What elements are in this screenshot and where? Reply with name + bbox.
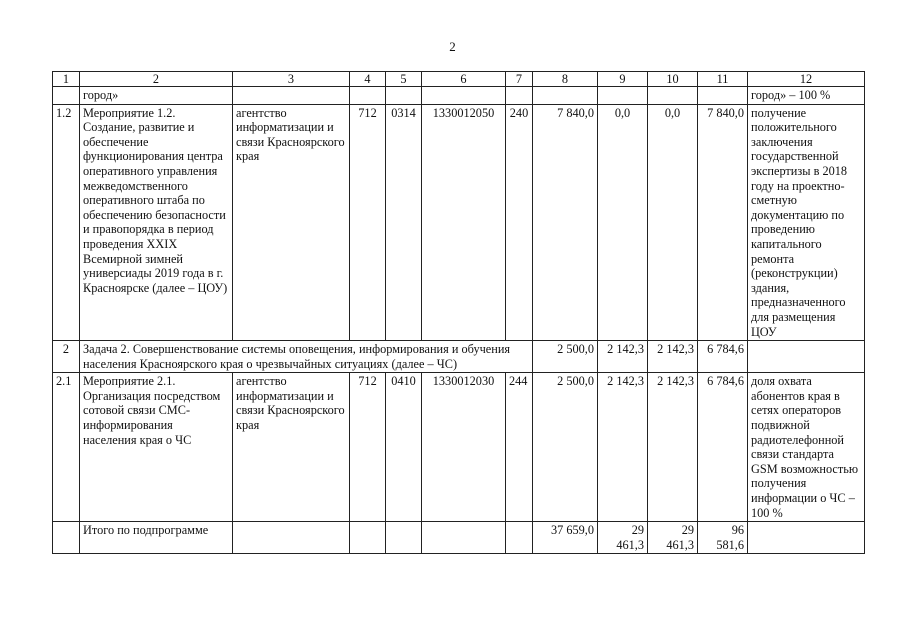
table-cell: 1330012030: [422, 373, 506, 522]
measure-name: Мероприятие 1.2. Создание, развитие и обеспечение функционирования центра оперативного управления межведомственного оперативного штаба по обеспечению безопасности и правопорядка в период проведения XXIX Всемирной зимней универсиады 2019 года в г. Красноярске (далее – ЦОУ): [80, 104, 233, 341]
header-cell: 4: [350, 72, 386, 87]
result-cell: доля охвата абонентов края в сетях операторов подвижной радиотелефонной связи стандарта GSM возможностью получения информации о ЧС – 100 %: [748, 373, 865, 522]
total-cell: 29 461,3: [598, 522, 648, 554]
table-cell: город» – 100 %: [748, 87, 865, 105]
task-name: Задача 2. Совершенствование системы оповещения, информирования и обучения населения Красноярского края о чрезвычайных ситуациях (далее – ЧС): [80, 341, 533, 373]
table-cell: 2 142,3: [598, 341, 648, 373]
total-row: [53, 522, 865, 554]
page-number: 2: [449, 39, 456, 54]
total-label: Итого по подпрограмме: [80, 522, 233, 554]
header-cell: 10: [648, 72, 698, 87]
table-cell: 2 500,0: [533, 373, 598, 522]
table-cell: 712: [350, 104, 386, 341]
header-cell: 8: [533, 72, 598, 87]
executor: агентство информатизации и связи Красноярского края: [233, 104, 350, 341]
table-cell: 712: [350, 373, 386, 522]
header-cell: 12: [748, 72, 865, 87]
table-cell: город»: [80, 87, 233, 105]
header-cell: 1: [53, 72, 80, 87]
table-row: [53, 341, 865, 373]
table-cell: 0,0: [598, 104, 648, 341]
table-cell: 2 142,3: [648, 373, 698, 522]
table-cell: 2 142,3: [648, 341, 698, 373]
total-cell: 37 659,0: [533, 522, 598, 554]
table-cell: 244: [506, 373, 533, 522]
table-cell: 6 784,6: [698, 341, 748, 373]
table-cell: 7 840,0: [698, 104, 748, 341]
table-row: [53, 373, 865, 522]
continuation-row: [53, 87, 865, 105]
table-cell: 240: [506, 104, 533, 341]
table-cell: 1330012050: [422, 104, 506, 341]
row-number: 2.1: [53, 373, 80, 522]
header-cell: 6: [422, 72, 506, 87]
measure-name: Мероприятие 2.1. Организация посредством сотовой связи СМС-информирования населения края о ЧС: [80, 373, 233, 522]
table-row: [53, 104, 865, 341]
table-cell: 0410: [386, 373, 422, 522]
header-cell: 2: [80, 72, 233, 87]
header-row: [53, 72, 865, 87]
header-cell: 5: [386, 72, 422, 87]
header-cell: 7: [506, 72, 533, 87]
header-cell: 3: [233, 72, 350, 87]
program-table: [52, 71, 865, 554]
table-cell: 6 784,6: [698, 373, 748, 522]
table-cell: 0314: [386, 104, 422, 341]
table-cell: 2 142,3: [598, 373, 648, 522]
table-cell: 7 840,0: [533, 104, 598, 341]
total-cell: 29 461,3: [648, 522, 698, 554]
header-cell: 9: [598, 72, 648, 87]
result-cell: получение положительного заключения государственной экспертизы в 2018 году на проектно-сметную документацию по проведению капитального ремонта (реконструкции) здания, предназначенного для размещения ЦОУ: [748, 104, 865, 341]
total-cell: 96 581,6: [698, 522, 748, 554]
executor: агентство информатизации и связи Красноярского края: [233, 373, 350, 522]
table-cell: 2 500,0: [533, 341, 598, 373]
row-number: 1.2: [53, 104, 80, 341]
table-cell: 0,0: [648, 104, 698, 341]
header-cell: 11: [698, 72, 748, 87]
row-number: 2: [53, 341, 80, 373]
